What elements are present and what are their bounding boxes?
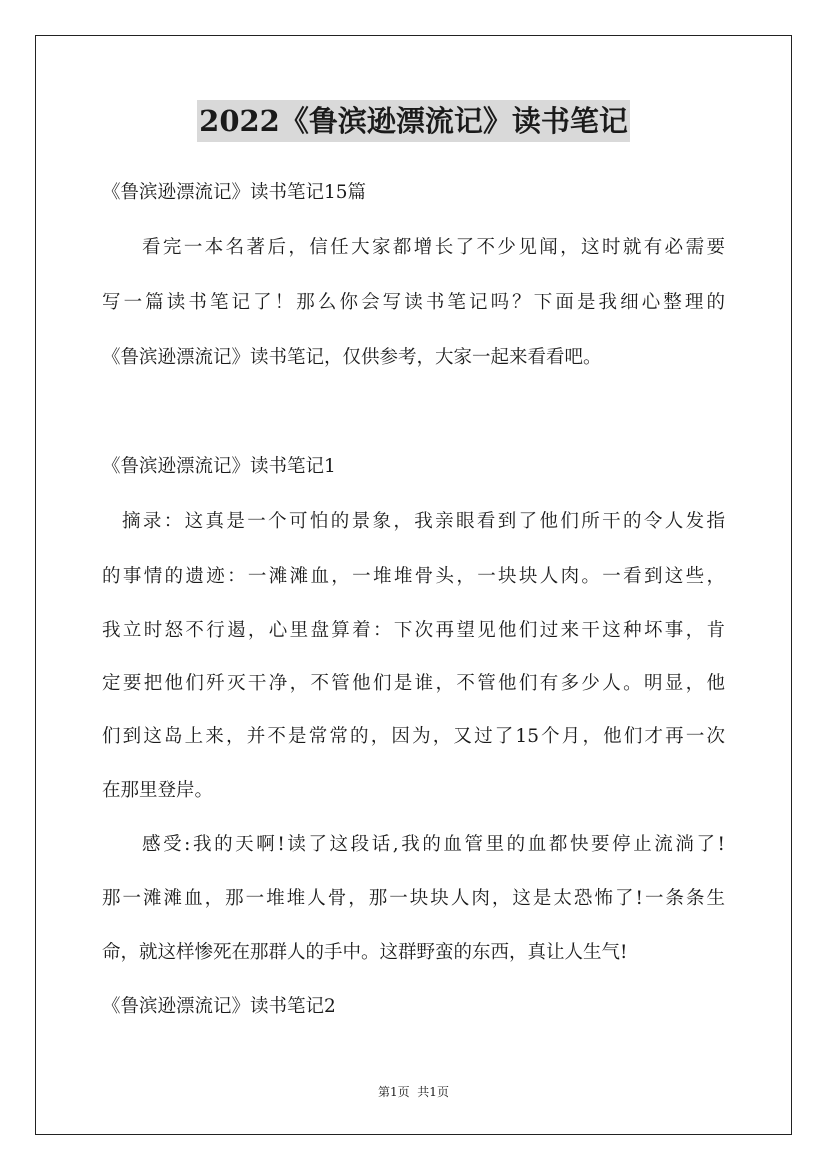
title-container [0,100,827,142]
section-heading: 《鲁滨逊漂流记》读书笔记2 [102,996,336,1017]
paragraph-line: 看完一本名著后，信任大家都增长了不少见闻，这时就有必需要 [142,237,725,258]
paragraph-line: 的事情的遗迹：一滩滩血，一堆堆骨头，一块块人肉。一看到这些， [102,566,725,587]
paragraph-line: 写一篇读书笔记了！那么你会写读书笔记吗？下面是我细心整理的 [102,292,725,313]
document-title: 2022《鲁滨逊漂流记》读书笔记 [197,100,630,142]
paragraph-line: 们到这岛上来，并不是常常的，因为，又过了15个月，他们才再一次 [102,726,725,747]
paragraph-line: 定要把他们歼灭干净，不管他们是谁，不管他们有多少人。明显，他 [102,673,725,694]
paragraph-line: 那一滩滩血，那一堆堆人骨，那一块块人肉，这是太恐怖了!一条条生 [102,888,725,909]
paragraph-line: 摘录：这真是一个可怕的景象，我亲眼看到了他们所干的令人发指 [122,511,725,532]
paragraph-line: 在那里登岸。 [102,780,214,801]
paragraph-line: 命，就这样惨死在那群人的手中。这群野蛮的东西，真让人生气! [102,942,628,963]
paragraph-line: 我立时怒不行遏，心里盘算着：下次再望见他们过来干这种坏事，肯 [102,620,725,641]
section-heading: 《鲁滨逊漂流记》读书笔记1 [102,456,336,477]
paragraph-line: 《鲁滨逊漂流记》读书笔记，仅供参考，大家一起来看看吧。 [102,347,602,368]
paragraph-line: 感受:我的天啊!读了这段话,我的血管里的血都快要停止流淌了! [142,834,725,855]
subtitle-line: 《鲁滨逊漂流记》读书笔记15篇 [102,182,367,203]
page-footer: 第1页 共1页 [378,1085,449,1099]
